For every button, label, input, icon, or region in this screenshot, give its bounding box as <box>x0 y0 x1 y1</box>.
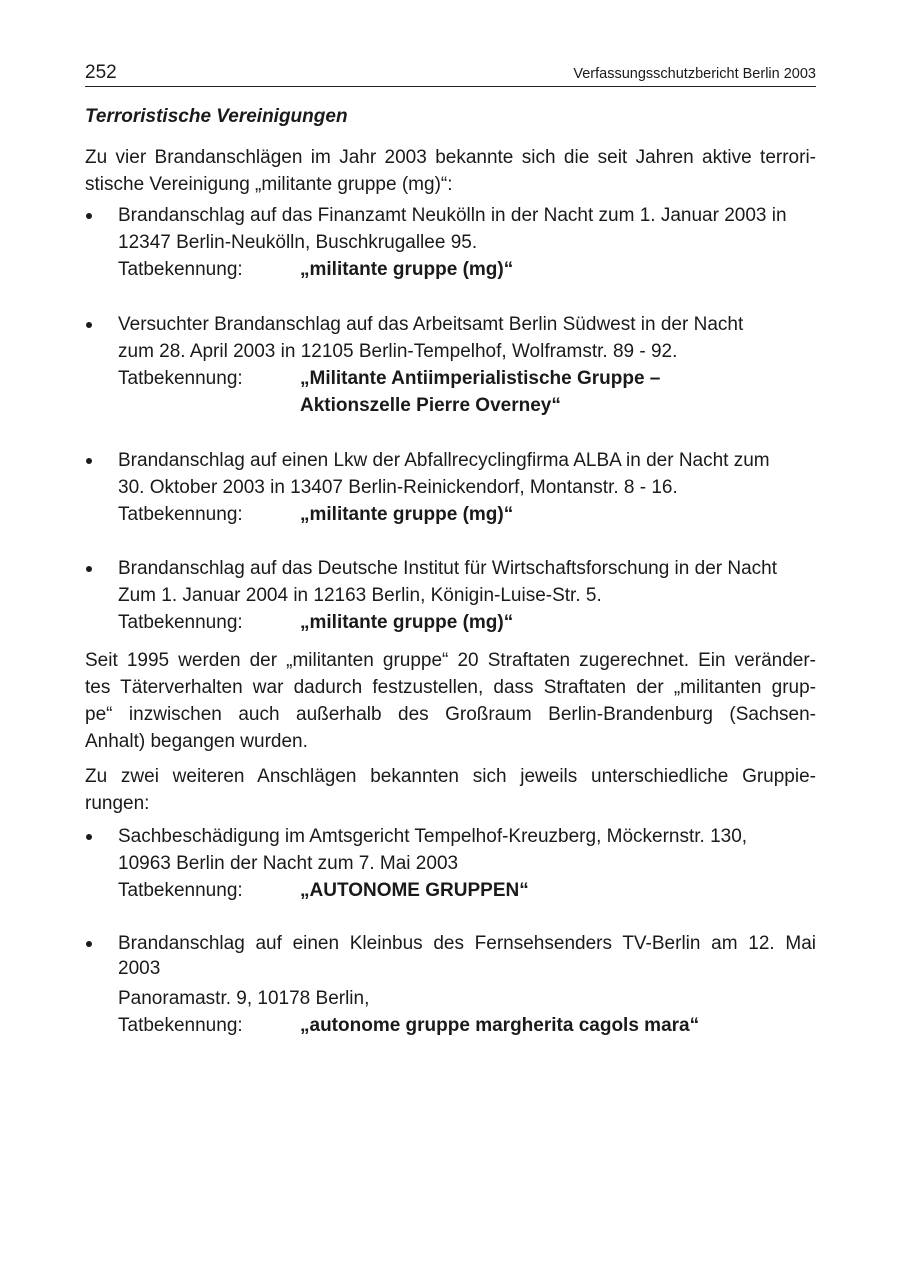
item-line: Versuchter Brandanschlag auf das Arbeitsamt Berlin Südwest in der Nacht <box>118 314 744 335</box>
item-line: 30. Oktober 2003 in 13407 Berlin-Reinickendorf, Montanstr. 8 - 16. <box>118 477 678 498</box>
item-line: Sachbeschädigung im Amtsgericht Tempelhof-Kreuzberg, Möckernstr. 130, <box>118 826 748 847</box>
page-header <box>85 62 816 87</box>
running-title: Verfassungsschutzbericht Berlin 2003 <box>573 66 816 82</box>
claim-label: Tatbekennung: <box>118 612 243 633</box>
intro-paragraph <box>85 144 816 198</box>
claim-label: Tatbekennung: <box>118 368 243 389</box>
item-line: Brandanschlag auf das Deutsche Institut für Wirtschaftsforschung in der Nacht <box>118 558 777 579</box>
paragraph-line: rungen: <box>85 793 150 814</box>
claim-value: „militante gruppe (mg)“ <box>300 259 514 280</box>
claim-label: Tatbekennung: <box>118 504 243 525</box>
summary-paragraph <box>85 647 816 755</box>
claim-row <box>118 1012 816 1039</box>
item-line: zum 28. April 2003 in 12105 Berlin-Tempelhof, Wolframstr. 89 - 92. <box>118 341 678 362</box>
claim-value: „AUTONOME GRUPPEN“ <box>300 880 529 901</box>
paragraph-line: Seit 1995 werden der „militanten gruppe“ 20 Straftaten zugerechnet. Ein veränder- <box>85 650 816 671</box>
paragraph-line: Anhalt) begangen wurden. <box>85 731 308 752</box>
other-groups-paragraph <box>85 763 816 817</box>
item-line: 2003 <box>118 958 161 979</box>
claim-label: Tatbekennung: <box>118 880 243 901</box>
paragraph-line: tes Täterverhalten war dadurch festzustellen, dass Straftaten der „militanten grup- <box>85 677 816 698</box>
claim-value: „militante gruppe (mg)“ <box>300 504 514 525</box>
item-line: Brandanschlag auf das Finanzamt Neukölln in der Nacht zum 1. Januar 2003 in <box>118 205 787 226</box>
claim-label: Tatbekennung: <box>118 1015 243 1036</box>
page-number: 252 <box>85 62 117 83</box>
claim-value: „autonome gruppe margherita cagols mara“ <box>300 1015 700 1036</box>
item-line: 10963 Berlin der Nacht zum 7. Mai 2003 <box>118 853 459 874</box>
claim-row <box>118 365 816 419</box>
claim-row <box>118 877 816 904</box>
paragraph-line: Zu zwei weiteren Anschlägen bekannten sich jeweils unterschiedliche Gruppie- <box>85 766 816 787</box>
paragraph-line: stische Vereinigung „militante gruppe (mg)“: <box>85 174 453 195</box>
claim-row <box>118 256 816 283</box>
item-line: 12347 Berlin-Neukölln, Buschkrugallee 95. <box>118 232 478 253</box>
claim-value-continued: Aktionszelle Pierre Overney“ <box>300 395 561 416</box>
claim-value: „militante gruppe (mg)“ <box>300 612 514 633</box>
claim-row <box>118 609 816 636</box>
item-line: Panoramastr. 9, 10178 Berlin, <box>118 988 370 1009</box>
paragraph-line: Zu vier Brandanschlägen im Jahr 2003 bekannte sich die seit Jahren aktive terrori- <box>85 147 816 168</box>
claim-row <box>118 501 816 528</box>
paragraph-line: pe“ inzwischen auch außerhalb des Großraum Berlin-Brandenburg (Sachsen- <box>85 704 816 725</box>
section-title: Terroristische Vereinigungen <box>85 106 348 127</box>
claim-label: Tatbekennung: <box>118 259 243 280</box>
item-line: Brandanschlag auf einen Lkw der Abfallrecyclingfirma ALBA in der Nacht zum <box>118 450 770 471</box>
item-line: Zum 1. Januar 2004 in 12163 Berlin, Königin-Luise-Str. 5. <box>118 585 602 606</box>
item-line: Brandanschlag auf einen Kleinbus des Fernsehsenders TV-Berlin am 12. Mai <box>118 933 816 954</box>
claim-value: „Militante Antiimperialistische Gruppe – <box>300 368 661 389</box>
